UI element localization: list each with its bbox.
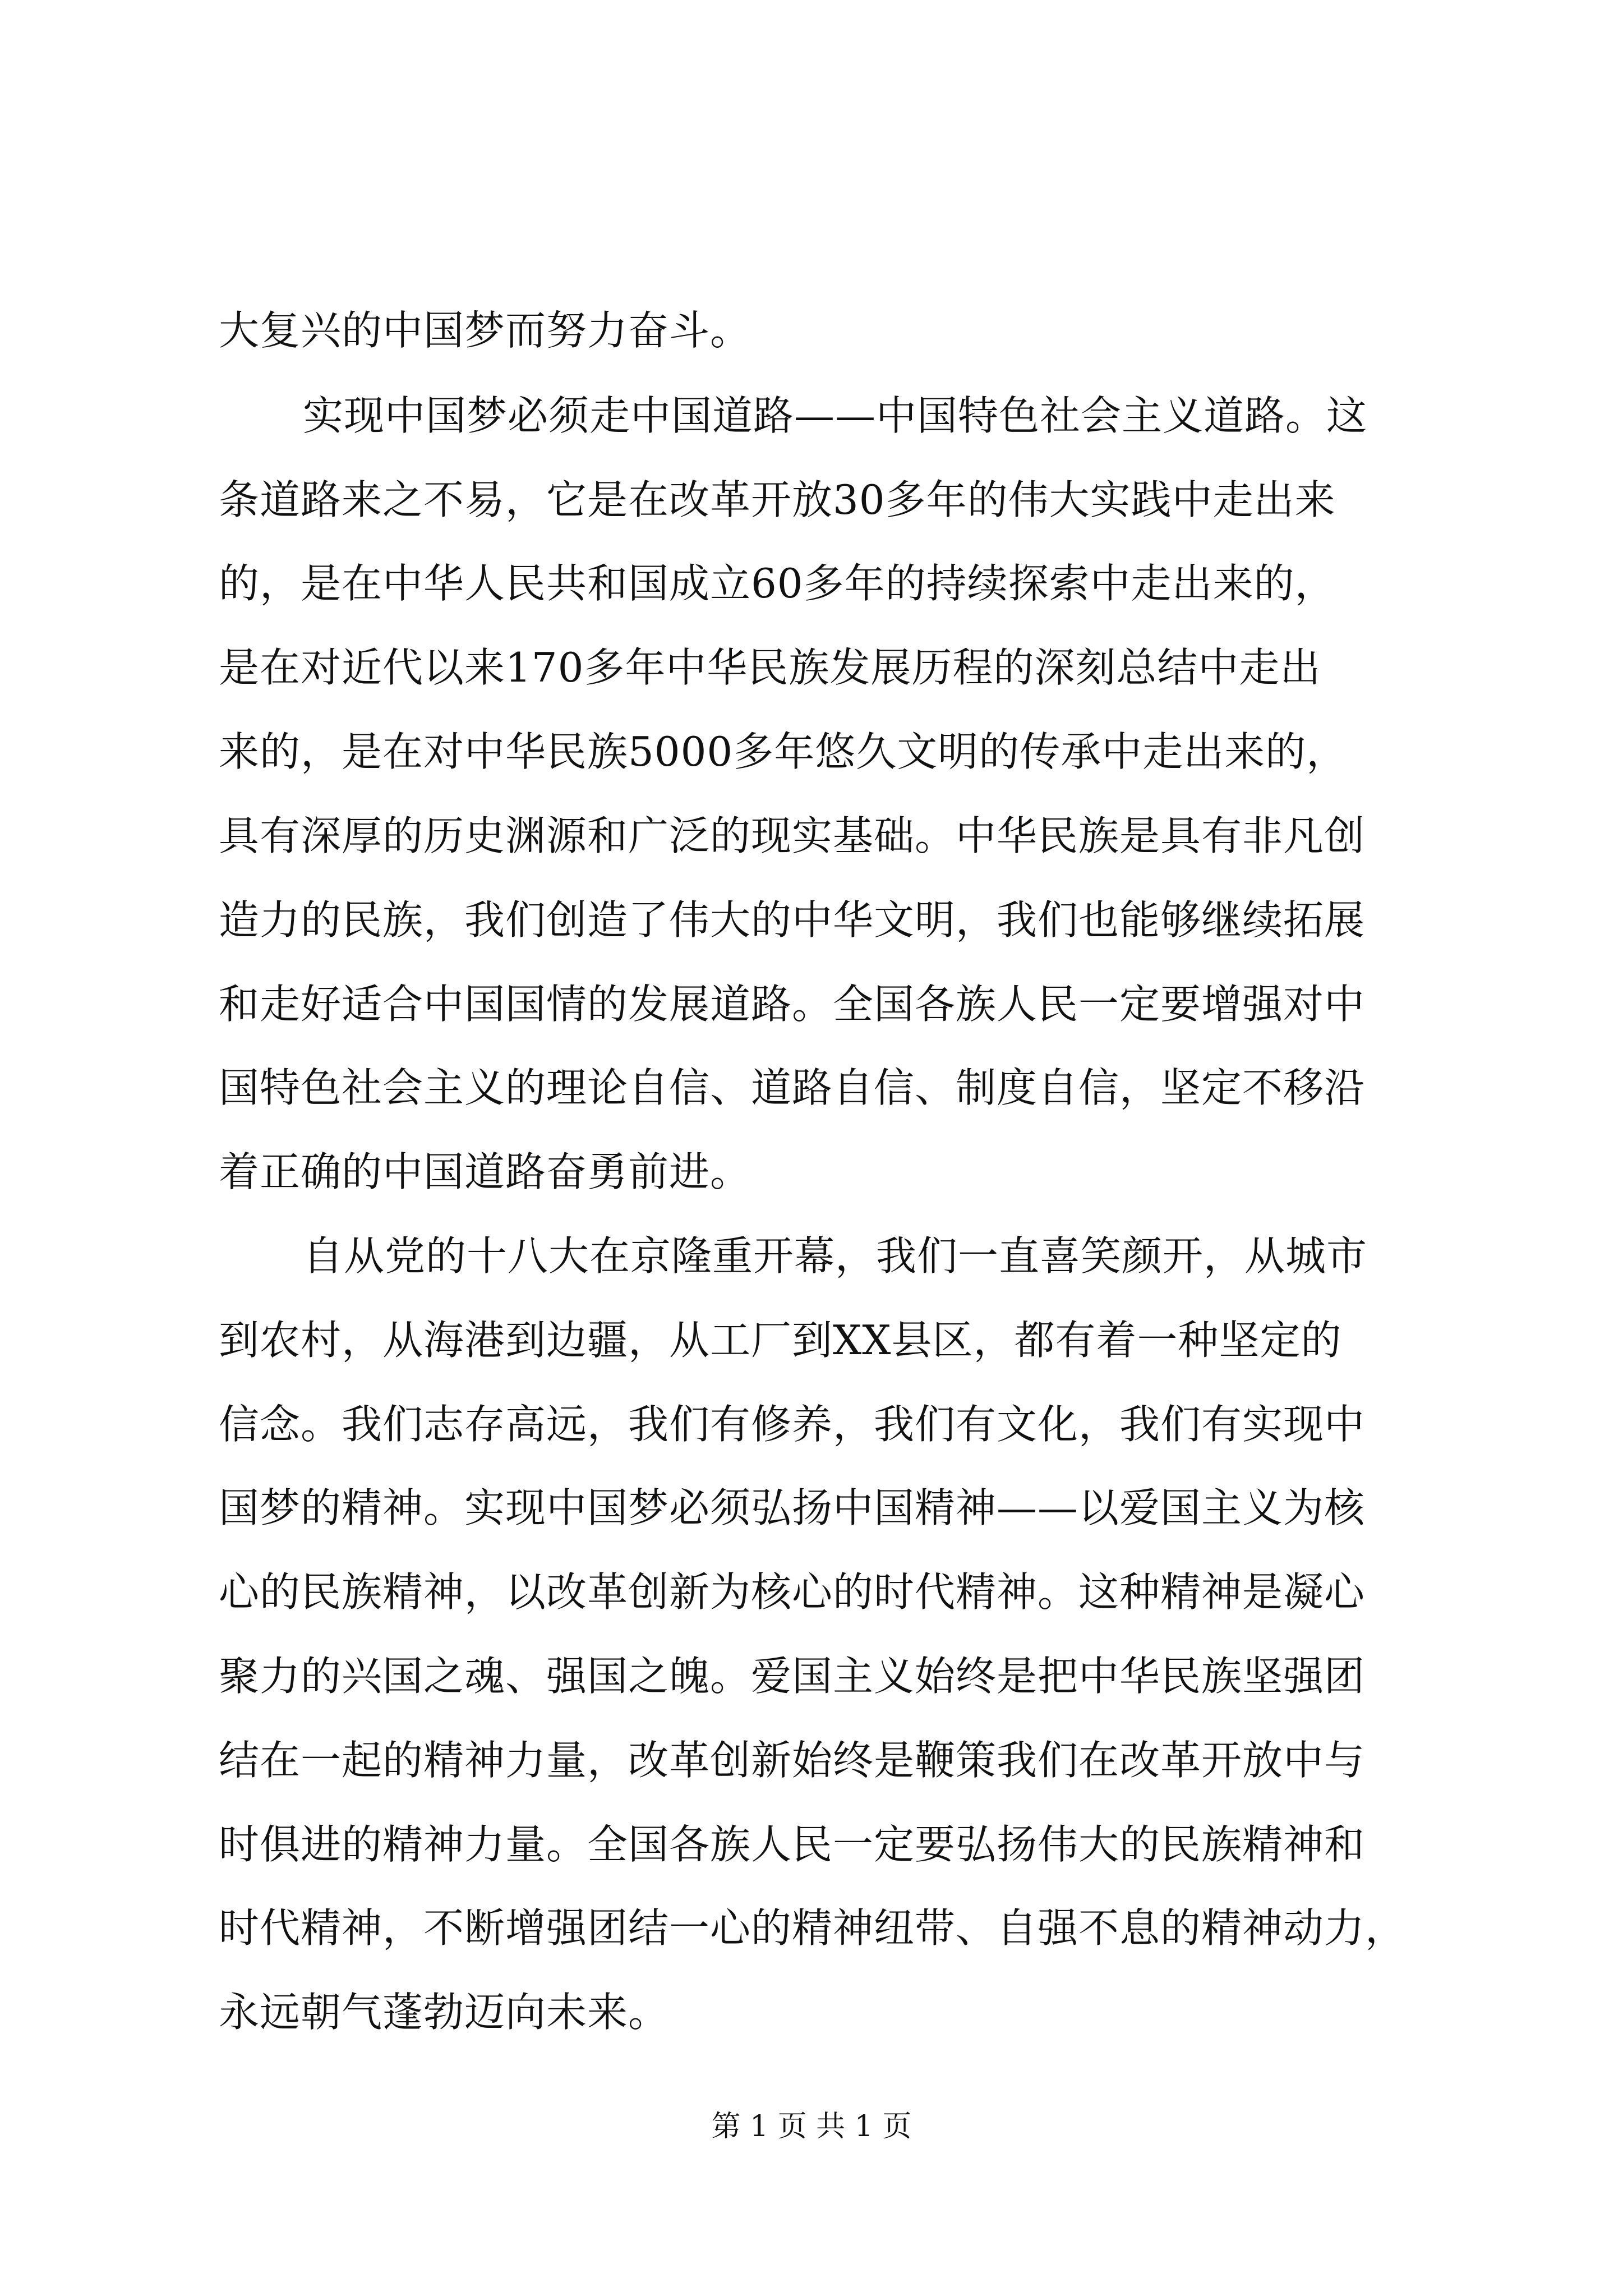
page-footer: 第 1 页 共 1 页 — [711, 2110, 912, 2143]
paragraph-1-line-3: 的，是在中华人民共和国成立60多年的持续探索中走出来的， — [219, 560, 1336, 607]
paragraph-2-line-3: 信念。我们志存高远，我们有修养，我们有文化，我们有实现中 — [219, 1401, 1366, 1448]
paragraph-2-line-7: 结在一起的精神力量，改革创新始终是鞭策我们在改革开放中与 — [219, 1737, 1366, 1784]
paragraph-1-line-6: 具有深厚的历史渊源和广泛的现实基础。中华民族是具有非凡创 — [219, 812, 1366, 859]
paragraph-1-line-1: 实现中国梦必须走中国道路——中国特色社会主义道路。这 — [303, 392, 1368, 439]
paragraph-1-line-5: 来的，是在对中华民族5000多年悠久文明的传承中走出来的， — [219, 728, 1348, 775]
paragraph-2-line-1: 自从党的十八大在京隆重开幕，我们一直喜笑颜开，从城市 — [303, 1232, 1368, 1280]
paragraph-2-line-2: 到农村，从海港到边疆，从工厂到XX县区，都有着一种坚定的 — [219, 1317, 1342, 1364]
paragraph-2-line-4: 国梦的精神。实现中国梦必须弘扬中国精神——以爱国主义为核 — [219, 1484, 1366, 1531]
paragraph-1-line-7: 造力的民族，我们创造了伟大的中华文明，我们也能够继续拓展 — [219, 896, 1366, 944]
paragraph-1-line-8: 和走好适合中国国情的发展道路。全国各族人民一定要增强对中 — [219, 981, 1366, 1028]
paragraph-1-line-9: 国特色社会主义的理论自信、道路自信、制度自信，坚定不移沿 — [219, 1064, 1366, 1111]
paragraph-1-line-4: 是在对近代以来170多年中华民族发展历程的深刻总结中走出 — [219, 644, 1321, 691]
paragraph-1-line-2: 条道路来之不易，它是在改革开放30多年的伟大实践中走出来 — [219, 476, 1336, 523]
paragraph-2-line-5: 心的民族精神，以改革创新为核心的时代精神。这种精神是凝心 — [219, 1568, 1366, 1616]
paragraph-2-line-10: 永远朝气蓬勃迈向未来。 — [219, 1989, 670, 2036]
paragraph-2-line-8: 时俱进的精神力量。全国各族人民一定要弘扬伟大的民族精神和 — [219, 1821, 1366, 1868]
paragraph-2-line-9: 时代精神，不断增强团结一心的精神纽带、自强不息的精神动力， — [219, 1904, 1407, 1952]
paragraph-1-line-10: 着正确的中国道路奋勇前进。 — [219, 1148, 751, 1195]
text-line-1: 大复兴的中国梦而努力奋斗。 — [219, 307, 751, 354]
paragraph-2-line-6: 聚力的兴国之魂、强国之魄。爱国主义始终是把中华民族坚强团 — [219, 1653, 1366, 1700]
